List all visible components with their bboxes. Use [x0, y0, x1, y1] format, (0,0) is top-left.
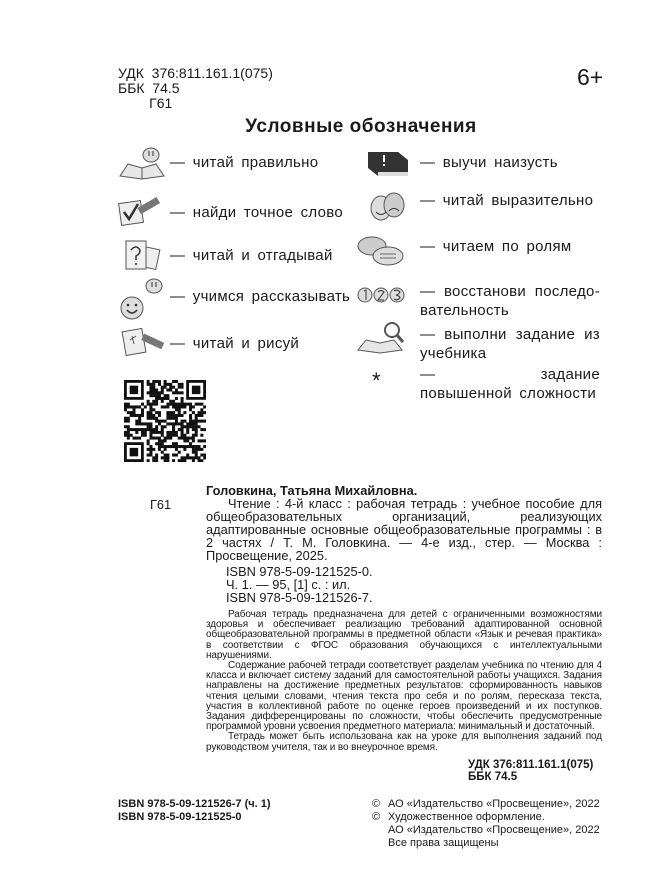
book-reading-icon: [118, 146, 166, 182]
catalog-code: Г61: [150, 497, 172, 512]
copyright-line: АО «Издательство «Просвещение», 2022: [388, 797, 600, 810]
speech-bubbles-icon: [356, 234, 406, 270]
rights-reserved: Все права защищены: [388, 836, 499, 849]
bbk-code: ББК 74.5: [118, 80, 180, 96]
legend-item-sequence: — восстанови последо-вательность: [420, 283, 600, 319]
book-magnifier-icon: [356, 320, 406, 356]
lower-section: [118, 484, 602, 850]
legend-title: Условные обозначения: [245, 116, 477, 137]
asterisk-icon: *: [372, 368, 381, 393]
annotation-paragraph: Тетрадь может быть использована как на уроке для выполнения заданий под руководством учителя, так и во внеурочное время.: [206, 731, 602, 753]
legend-item-read-roles: — читаем по ролям: [420, 238, 572, 255]
age-rating: 6+: [577, 64, 604, 90]
isbn-set: ISBN 978-5-09-121525-0: [118, 810, 242, 823]
author-mark: Г61: [118, 95, 173, 111]
catalog-bbk: ББК 74.5: [468, 771, 518, 784]
drawing-pencil-icon: [118, 324, 166, 360]
theatre-masks-icon: [364, 190, 412, 226]
check-pencil-icon: [116, 194, 164, 230]
book-exclamation-icon: [364, 146, 412, 182]
question-paper-icon: [118, 238, 166, 274]
legend-item-textbook-task: — выполни задание из учебника: [420, 326, 600, 362]
catalog-udk: УДК 376:811.161.1(075): [468, 758, 594, 771]
legend-item-read-guess: — читай и отгадывай: [170, 247, 333, 264]
legend-item-find-word: — найди точное слово: [170, 204, 344, 221]
legend-item-read-draw: — читай и рисуй: [170, 335, 300, 352]
classification-codes: [118, 66, 273, 111]
legend-item-read-correctly: — читай правильно: [170, 154, 319, 171]
catalog-author: Головкина, Татьяна Михайловна.: [206, 483, 418, 498]
catalog-isbn-1: ISBN 978-5-09-121525-0.: [226, 564, 373, 579]
catalog-isbn-2: ISBN 978-5-09-121526-7.: [226, 590, 373, 605]
catalog-card: [150, 484, 602, 784]
legend-item-learn-tell: — учимся рассказывать: [170, 288, 351, 305]
sequence-123-icon: [356, 284, 406, 306]
smiley-speech-icon: [118, 278, 166, 322]
catalog-annotation: [206, 610, 602, 753]
isbn-part: ISBN 978-5-09-121526-7 (ч. 1): [118, 797, 271, 810]
footer: [118, 798, 602, 850]
annotation-paragraph: Рабочая тетрадь предназначена для детей с ограниченными возможностями здоровья и обеспечивает реализацию требований адаптированной основной общеобразовательной программы в предметной области «Язык и речевая практика» в соответствии с ФГОС образования обучающихся с интеллектуальными нарушениями.: [206, 609, 602, 661]
catalog-description: Чтение : 4-й класс : рабочая тетрадь : учебное пособие для общеобразовательных организаций, реализующих адаптированные основные общеобразовательные программы : в 2 частях / Т. М. Головкина. — 4-е изд., стер. — Москва : Просвещение, 2025.: [206, 496, 602, 563]
legend-item-memorize: — выучи наизусть: [420, 154, 558, 171]
copyright-line: АО «Издательство «Просвещение», 2022: [388, 823, 600, 836]
annotation-paragraph: Содержание рабочей тетради соответствует разделам учебника по чтению для 4 класса и включает систему заданий для самостоятельной работы учащихся. Задания направлены на достижение предметных результатов: сформированность навыков чтения целыми словами, чтения текста про себя и по ролям, пересказа текста, участия в коллективной работе по оценке героев произведений и их поступков. Задания дифференцированы по сложности, чтобы обеспечить предусмотренные программой уровни усвоения предметного материала: минимальный и достаточный.: [206, 660, 602, 733]
copyright-icon: ©: [372, 810, 381, 823]
copyright-line: Художественное оформление.: [388, 810, 545, 823]
legend-item-read-expressively: — читай выразительно: [420, 192, 594, 209]
footer-copyright: [372, 798, 600, 850]
qr-code[interactable]: [124, 380, 206, 462]
legend-item-hard-task: — задание повышенной сложности: [420, 366, 600, 402]
footer-isbn: [118, 798, 372, 850]
catalog-pages: Ч. 1. — 95, [1] с. : ил.: [226, 577, 351, 592]
copyright-icon: ©: [372, 797, 381, 810]
udk-code: УДК 376:811.161.1(075): [118, 65, 273, 81]
